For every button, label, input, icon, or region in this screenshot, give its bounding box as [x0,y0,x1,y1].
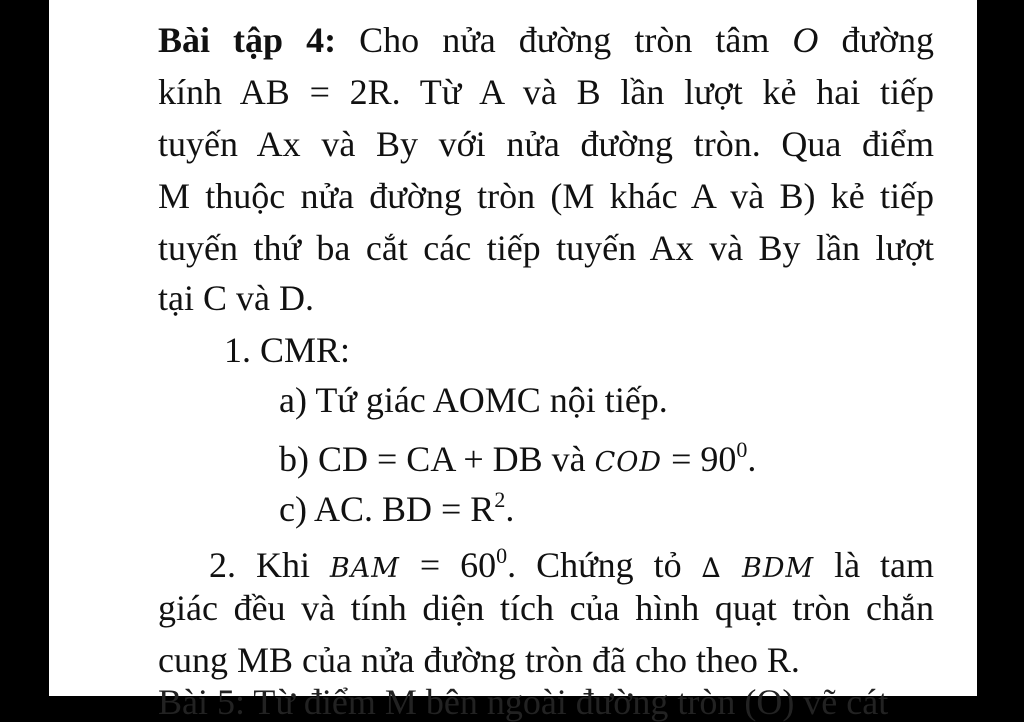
item-text: b) CD = CA + DB và [279,439,595,479]
center-symbol: O [792,20,819,60]
item-text: = 90 [662,439,737,479]
problem-line-3: tuyến Ax và By với nửa đường tròn. Qua điểm [158,124,934,164]
item-text: = 60 [399,545,497,585]
problem-text: đường [818,20,934,60]
superscript: 0 [736,437,748,462]
part1-item-c [279,480,514,529]
item-text: 2. Khi [209,545,330,585]
part1-item-b [279,430,756,483]
document-page [49,0,977,722]
part1-heading: 1. CMR: [224,330,351,370]
part2-line-3: cung MB của nửa đường tròn đã cho theo R. [158,640,800,680]
problem-line-4: M thuộc nửa đường tròn (M khác A và B) kẻ tiếp [158,176,934,216]
angle-cod: COD [594,447,663,478]
part2-line-2: giác đều và tính diện tích của hình quạt tròn chắn [158,588,934,628]
triangle-bdm: ∆ BDM [701,553,815,584]
item-text: c) AC. BD = R [279,489,495,529]
cutoff-next-line [158,682,889,722]
superscript: 2 [494,487,506,512]
cutoff-text: Bài 5: Từ điểm M bên ngoài đường tròn (O) vẽ cát [158,682,889,722]
problem-title: Bài tập 4: [158,20,337,60]
item-text: . [505,489,515,529]
problem-line-6: tại C và D. [158,278,314,318]
item-text: là tam [814,545,934,585]
problem-line-2: kính AB = 2R. Từ A và B lần lượt kẻ hai tiếp [158,72,934,112]
item-text: . [747,439,757,479]
superscript: 0 [496,543,508,568]
problem-text: Cho nửa đường tròn tâm [336,20,793,60]
part2-line-1 [209,536,934,589]
problem-line-5: tuyến thứ ba cắt các tiếp tuyến Ax và By lần lượt [158,228,934,268]
angle-bam: BAM [329,553,400,584]
item-text: . Chứng tỏ [507,545,702,585]
problem-line-1 [158,20,934,60]
part1-item-a: a) Tứ giác AOMC nội tiếp. [279,380,668,420]
